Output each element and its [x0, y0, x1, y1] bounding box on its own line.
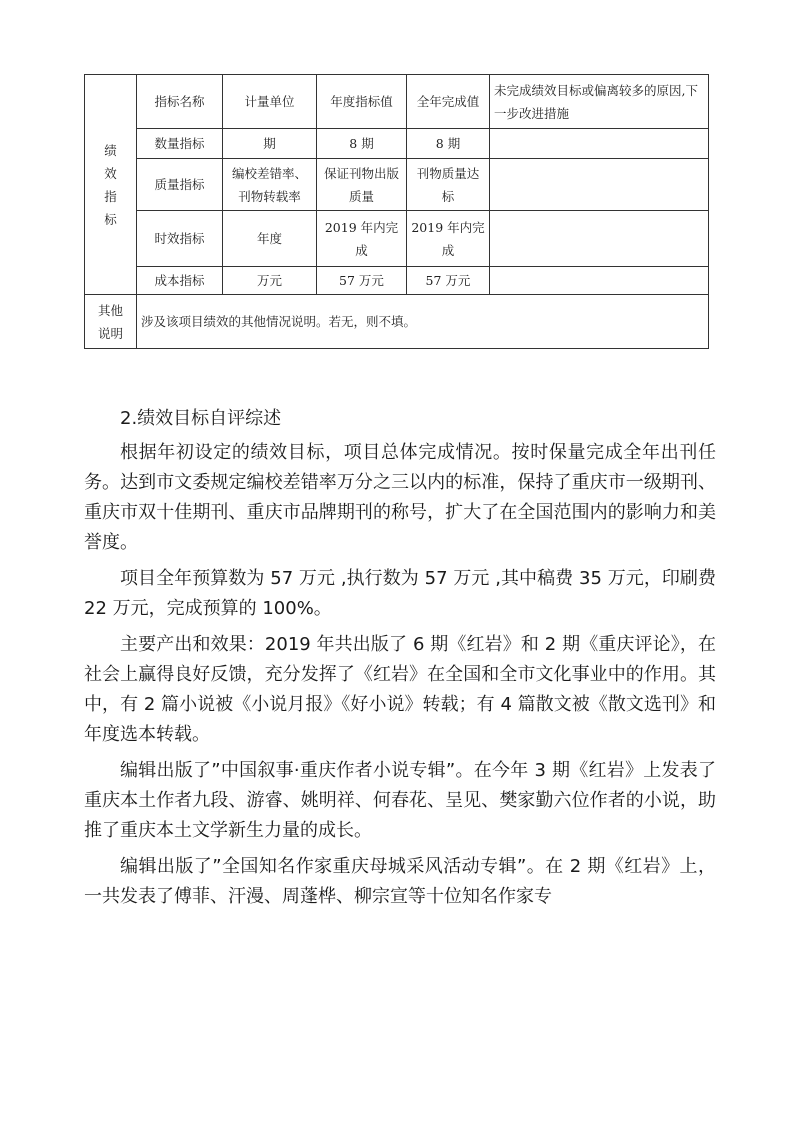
paragraph: 根据年初设定的绩效目标，项目总体完成情况。按时保量完成全年出刊任务。达到市文委规定编校差错率万分之三以内的标准，保持了重庆市一级期刊、重庆市双十佳期刊、重庆市品牌期刊的称号，扩大了在全国范围内的影响力和美誉度。	[84, 442, 716, 553]
row-reason	[490, 267, 709, 295]
row-indicator-name: 质量指标	[137, 159, 223, 211]
paragraph: 编辑出版了”全国知名作家重庆母城采风活动专辑”。在 2 期《红岩》上，一共发表了傅菲、汗漫、周蓬桦、柳宗宣等十位知名作家专	[84, 856, 716, 907]
section-heading: 2.绩效目标自评综述	[120, 408, 282, 429]
table-header-row	[85, 75, 709, 129]
row-target: 57 万元	[317, 267, 407, 295]
table-row	[85, 267, 709, 295]
row-reason	[490, 211, 709, 267]
row-actual: 57 万元	[407, 267, 490, 295]
group-label-char: 指	[104, 188, 117, 204]
row-actual: 刊物质量达标	[407, 159, 490, 211]
table-row	[85, 159, 709, 211]
other-label-cell	[85, 295, 137, 349]
other-label-part: 其他	[97, 302, 123, 318]
group-label-char: 效	[104, 165, 117, 181]
other-notes-row	[85, 295, 709, 349]
table-row	[85, 211, 709, 267]
paragraph: 主要产出和效果：2019 年共出版了 6 期《红岩》和 2 期《重庆评论》，在社会上赢得良好反馈，充分发挥了《红岩》在全国和全市文化事业中的作用。其中，有 2 篇小说被《小说月报》《好小说》转载；有 4 篇散文被《散文选刊》和年度选本转载。	[84, 634, 716, 745]
other-notes-text: 涉及该项目绩效的其他情况说明。若无，则不填。	[137, 295, 709, 349]
row-target: 2019 年内完成	[317, 211, 407, 267]
paragraph: 项目全年预算数为 57 万元 ,执行数为 57 万元 ,其中稿费 35 万元，印刷费 22 万元，完成预算的 100%。	[84, 568, 716, 619]
row-unit: 编校差错率、刊物转载率	[223, 159, 317, 211]
row-actual: 2019 年内完成	[407, 211, 490, 267]
row-unit: 期	[223, 129, 317, 159]
row-indicator-name: 数量指标	[137, 129, 223, 159]
row-indicator-name: 时效指标	[137, 211, 223, 267]
row-actual: 8 期	[407, 129, 490, 159]
row-target: 8 期	[317, 129, 407, 159]
row-reason	[490, 129, 709, 159]
paragraph: 编辑出版了”中国叙事·重庆作者小说专辑”。在今年 3 期《红岩》上发表了重庆本土作者九段、游睿、姚明祥、何春花、呈见、樊家勤六位作者的小说，助推了重庆本土文学新生力量的成长。	[84, 760, 716, 841]
row-indicator-name: 成本指标	[137, 267, 223, 295]
group-label-cell	[85, 75, 137, 295]
row-reason	[490, 159, 709, 211]
group-label-char: 绩	[104, 142, 117, 158]
header-annual-target: 年度指标值	[317, 75, 407, 129]
header-actual: 全年完成值	[407, 75, 490, 129]
other-label-part: 说明	[97, 325, 123, 341]
group-label-char: 标	[104, 211, 117, 227]
table-row	[85, 129, 709, 159]
row-target: 保证刊物出版质量	[317, 159, 407, 211]
header-reason: 未完成绩效目标或偏离较多的原因,下一步改进措施	[490, 75, 709, 129]
performance-table	[84, 74, 709, 349]
row-unit: 年度	[223, 211, 317, 267]
header-unit: 计量单位	[223, 75, 317, 129]
section-body	[84, 404, 716, 918]
row-unit: 万元	[223, 267, 317, 295]
header-indicator-name: 指标名称	[137, 75, 223, 129]
